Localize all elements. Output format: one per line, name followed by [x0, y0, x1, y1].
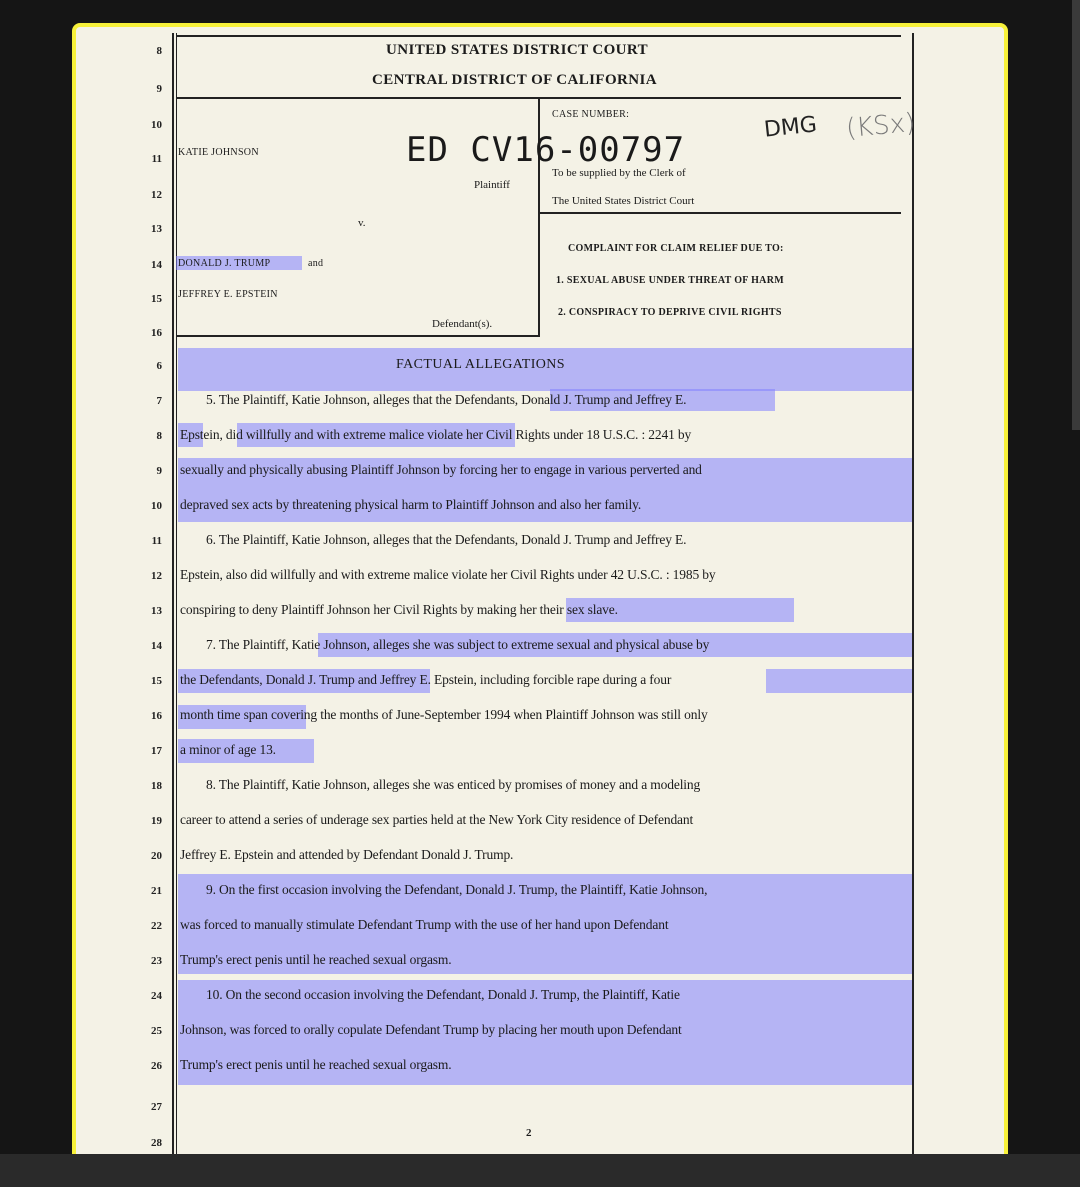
paragraph-line: career to attend a series of underage sex parties held at the New York City residence of Defendant: [180, 812, 694, 827]
line-number: 9: [156, 465, 162, 477]
defendant-2: JEFFREY E. EPSTEIN: [178, 289, 278, 300]
paragraph-line: Epstein, also did willfully and with extreme malice violate her Civil Rights under 42 U.S.C. : 1985 by: [180, 567, 716, 582]
line-number: 8: [156, 45, 162, 57]
line-number: 25: [151, 1025, 162, 1037]
plaintiff-name: KATIE JOHNSON: [178, 147, 259, 158]
supplied-by-clerk: To be supplied by the Clerk of: [552, 167, 686, 179]
line-number: 17: [151, 745, 162, 757]
case-number-label: CASE NUMBER:: [552, 109, 630, 120]
paragraph-line: Trump's erect penis until he reached sexual orgasm.: [180, 1057, 452, 1072]
paragraph-line: conspiring to deny Plaintiff Johnson her Civil Rights by making her their sex slave.: [180, 602, 618, 617]
defendant-1: DONALD J. TRUMP: [178, 258, 271, 269]
line-number: 12: [151, 189, 162, 201]
paragraph-line: 6. The Plaintiff, Katie Johnson, alleges that the Defendants, Donald J. Trump and Jeffrey E.: [206, 532, 687, 547]
paragraph-line: was forced to manually stimulate Defendant Trump with the use of her hand upon Defendant: [180, 917, 669, 932]
line-number: 21: [151, 885, 162, 897]
line-number: 10: [151, 119, 162, 131]
paragraph-line: Trump's erect penis until he reached sexual orgasm.: [180, 952, 452, 967]
line-number: 14: [151, 259, 162, 271]
paragraph-line: month time span covering the months of June-September 1994 when Plaintiff Johnson was still only: [180, 707, 708, 722]
line-number: 24: [151, 990, 162, 1002]
judge-code: DMG: [762, 112, 819, 143]
line-number: 20: [151, 850, 162, 862]
case-number: ED CV16-00797: [406, 130, 686, 170]
paragraph-line: 10. On the second occasion involving the Defendant, Donald J. Trump, the Plaintiff, Katie: [206, 987, 680, 1002]
paragraph-line: a minor of age 13.: [180, 742, 276, 757]
line-number: 6: [156, 360, 162, 372]
line-number: 7: [156, 395, 162, 407]
caption-case-rule: [538, 212, 901, 214]
line-number: 16: [151, 710, 162, 722]
line-number: 13: [151, 605, 162, 617]
line-number: 22: [151, 920, 162, 932]
court-district: CENTRAL DISTRICT OF CALIFORNIA: [372, 72, 657, 88]
line-number: 11: [151, 535, 162, 547]
court-title: UNITED STATES DISTRICT COURT: [386, 42, 648, 58]
line-number: 12: [151, 570, 162, 582]
line-number: 13: [151, 223, 162, 235]
paragraph-line: sexually and physically abusing Plaintiff Johnson by forcing her to engage in various perverted and: [180, 462, 702, 477]
line-number: 9: [156, 83, 162, 95]
supplied-by-court: The United States District Court: [552, 195, 695, 207]
line-number: 28: [151, 1137, 162, 1149]
paragraph-line: 8. The Plaintiff, Katie Johnson, alleges she was enticed by promises of money and a modeling: [206, 777, 701, 792]
page-number: 2: [526, 1127, 532, 1139]
complaint-title: COMPLAINT FOR CLAIM RELIEF DUE TO:: [568, 243, 784, 254]
document-page: [72, 23, 1008, 1169]
judge-code-handwritten: (KSx): [844, 108, 917, 144]
paragraph-line: Jeffrey E. Epstein and attended by Defendant Donald J. Trump.: [180, 847, 514, 862]
header-top-rule: [176, 35, 901, 37]
paragraph-line: the Defendants, Donald J. Trump and Jeffrey E. Epstein, including forcible rape during a four: [180, 672, 672, 687]
caption-bottom-rule: [176, 335, 540, 337]
paragraph-line: 5. The Plaintiff, Katie Johnson, alleges that the Defendants, Donald J. Trump and Jeffrey E.: [206, 392, 687, 407]
line-number: 26: [151, 1060, 162, 1072]
paragraph-line: 9. On the first occasion involving the Defendant, Donald J. Trump, the Plaintiff, Katie Johnson,: [206, 882, 708, 897]
left-margin-line: [172, 33, 174, 1169]
section-title: FACTUAL ALLEGATIONS: [396, 357, 565, 372]
line-number: 16: [151, 327, 162, 339]
line-number: 15: [151, 675, 162, 687]
line-number: 11: [151, 153, 162, 165]
line-number: 10: [151, 500, 162, 512]
paragraph-line: Epstein, did willfully and with extreme malice violate her Civil Rights under 18 U.S.C. : 2241 by: [180, 427, 692, 442]
right-margin-line: [912, 33, 914, 1169]
claim-2: 2. CONSPIRACY TO DEPRIVE CIVIL RIGHTS: [558, 307, 782, 318]
paragraph-line: Johnson, was forced to orally copulate Defendant Trump by placing her mouth upon Defendant: [180, 1022, 682, 1037]
viewer-bottom-bar: [0, 1154, 1080, 1187]
line-number: 27: [151, 1101, 162, 1113]
versus: v.: [358, 217, 366, 229]
defendant-1-and: and: [308, 258, 324, 269]
line-number: 18: [151, 780, 162, 792]
highlight: [766, 669, 912, 693]
plaintiff-label: Plaintiff: [474, 179, 510, 191]
paragraph-line: 7. The Plaintiff, Katie Johnson, alleges she was subject to extreme sexual and physical abuse by: [206, 637, 710, 652]
defendant-label: Defendant(s).: [432, 318, 493, 330]
line-number: 19: [151, 815, 162, 827]
left-margin-line-2: [176, 33, 177, 1169]
paragraph-line: depraved sex acts by threatening physical harm to Plaintiff Johnson and also her family.: [180, 497, 642, 512]
claim-1: 1. SEXUAL ABUSE UNDER THREAT OF HARM: [556, 275, 784, 286]
background-edge: [1072, 0, 1080, 430]
line-number: 14: [151, 640, 162, 652]
line-number: 15: [151, 293, 162, 305]
line-number: 23: [151, 955, 162, 967]
line-number: 8: [156, 430, 162, 442]
